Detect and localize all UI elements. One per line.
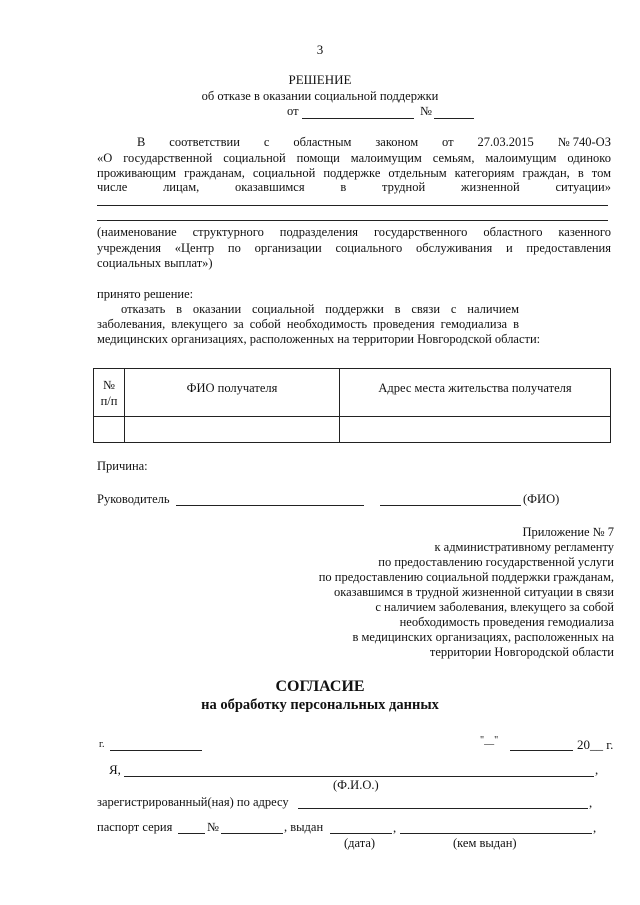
fio-label: (ФИО): [523, 492, 560, 506]
city-label: г.: [99, 739, 105, 750]
passport-number-field[interactable]: [221, 833, 283, 834]
decision-subtitle: об отказе в оказании социальной поддержки: [201, 89, 439, 103]
table-cell[interactable]: [125, 417, 340, 443]
col-number-header: [94, 369, 125, 417]
word: числе: [97, 180, 128, 194]
date-day-label: "__": [480, 735, 499, 746]
issuer-field[interactable]: [400, 833, 592, 834]
col-fio-header: ФИО получателя: [125, 369, 340, 417]
decision-from-label: от: [287, 104, 299, 118]
head-label: Руководитель: [97, 492, 170, 506]
address-field[interactable]: [298, 808, 588, 809]
issue-date-comma: ,: [393, 820, 397, 835]
passport-series-field[interactable]: [178, 833, 205, 834]
decision-number-label: №: [420, 104, 432, 118]
appendix-line: оказавшимся в трудной жизненной ситуации в связи: [333, 585, 614, 599]
word: с: [263, 135, 270, 149]
date-month-field[interactable]: [510, 750, 573, 751]
appendix-line: в медицинских организациях, расположенных на: [352, 630, 614, 644]
refuse-line-3: медицинских организациях, расположенных на территории Новгородской области:: [97, 332, 541, 346]
date-caption: (дата): [344, 836, 376, 850]
table-header-row: [94, 369, 611, 417]
word: в: [340, 180, 347, 194]
org-name-line-2: [97, 220, 608, 221]
org-caption-line-3: социальных выплат»): [97, 256, 213, 270]
passport-number-label: №: [207, 820, 219, 834]
appendix-line: по предоставлению государственной услуги: [378, 555, 614, 569]
reason-label: Причина:: [97, 459, 148, 473]
word: оказавшимся: [235, 180, 305, 194]
org-caption-line-1: (наименование структурного подразделения государственного областного казенного: [97, 225, 611, 239]
decision-date-line: [302, 118, 414, 119]
decision-title: РЕШЕНИЕ: [288, 72, 352, 87]
appendix-line: по предоставлению социальной поддержки гражданам,: [318, 570, 614, 584]
org-name-line-1: [97, 205, 608, 206]
consent-title: СОГЛАСИЕ: [275, 678, 365, 695]
table-cell[interactable]: [94, 417, 125, 443]
word: ситуации»: [555, 180, 611, 194]
head-signature-line[interactable]: [176, 505, 364, 506]
registered-label: зарегистрированный(ная) по адресу: [97, 795, 289, 809]
fio-field[interactable]: [124, 776, 594, 777]
appendix-line: Приложение № 7: [522, 525, 614, 539]
head-name-line[interactable]: [380, 505, 521, 506]
word: законом: [375, 135, 419, 149]
decision-made-label: принято решение:: [97, 287, 194, 301]
paragraph-line-1: [137, 135, 611, 150]
word: 27.03.2015: [477, 135, 534, 149]
word: № 740-ОЗ: [557, 135, 611, 149]
word: областным: [293, 135, 352, 149]
refuse-line-2: заболевания, влекущего за собой необходимость проведения гемодиализа в: [97, 317, 519, 331]
word: лицам,: [163, 180, 200, 194]
paragraph-line-3: проживающим гражданам, социальной поддержке отдельным категориям граждан, в том: [97, 166, 611, 180]
issuer-caption: (кем выдан): [453, 836, 517, 850]
appendix-line: необходимость проведения гемодиализа: [399, 615, 614, 629]
city-field[interactable]: [110, 750, 202, 751]
recipients-table: [93, 368, 611, 443]
decision-number-line: [434, 118, 474, 119]
paragraph-line-4: [97, 180, 611, 195]
i-label: Я,: [109, 762, 121, 777]
issuer-comma: ,: [593, 820, 597, 835]
col-number-line-2: п/п: [100, 393, 118, 408]
issue-date-field[interactable]: [330, 833, 392, 834]
word: от: [442, 135, 454, 149]
col-address-header: Адрес места жительства получателя: [340, 369, 611, 417]
refuse-line-1: отказать в оказании социальной поддержки в связи с наличием: [121, 302, 519, 316]
word: соответствии: [169, 135, 240, 149]
address-comma: ,: [589, 795, 593, 810]
fio-comma: ,: [595, 762, 599, 777]
date-year-label: 20__ г.: [577, 737, 614, 752]
word: В: [137, 135, 146, 149]
page-number: 3: [316, 42, 324, 57]
org-caption-line-2: учреждения «Центр по организации социального обслуживания и предоставления: [97, 241, 611, 255]
word: жизненной: [460, 180, 520, 194]
table-cell[interactable]: [340, 417, 611, 443]
fio-caption: (Ф.И.О.): [333, 778, 379, 792]
col-number-line-1: №: [103, 377, 115, 392]
passport-series-label: паспорт серия: [97, 820, 173, 834]
appendix-line: с наличием заболевания, влекущего за собой: [375, 600, 614, 614]
issued-label: , выдан: [284, 820, 324, 834]
appendix-line: к административному регламенту: [434, 540, 614, 554]
table-row: [94, 417, 611, 443]
consent-subtitle: на обработку персональных данных: [201, 697, 439, 713]
paragraph-line-2: «О государственной социальной помощи малоимущим семьям, малоимущим одиноко: [97, 151, 611, 165]
appendix-line: территории Новгородской области: [429, 645, 614, 659]
word: трудной: [382, 180, 426, 194]
